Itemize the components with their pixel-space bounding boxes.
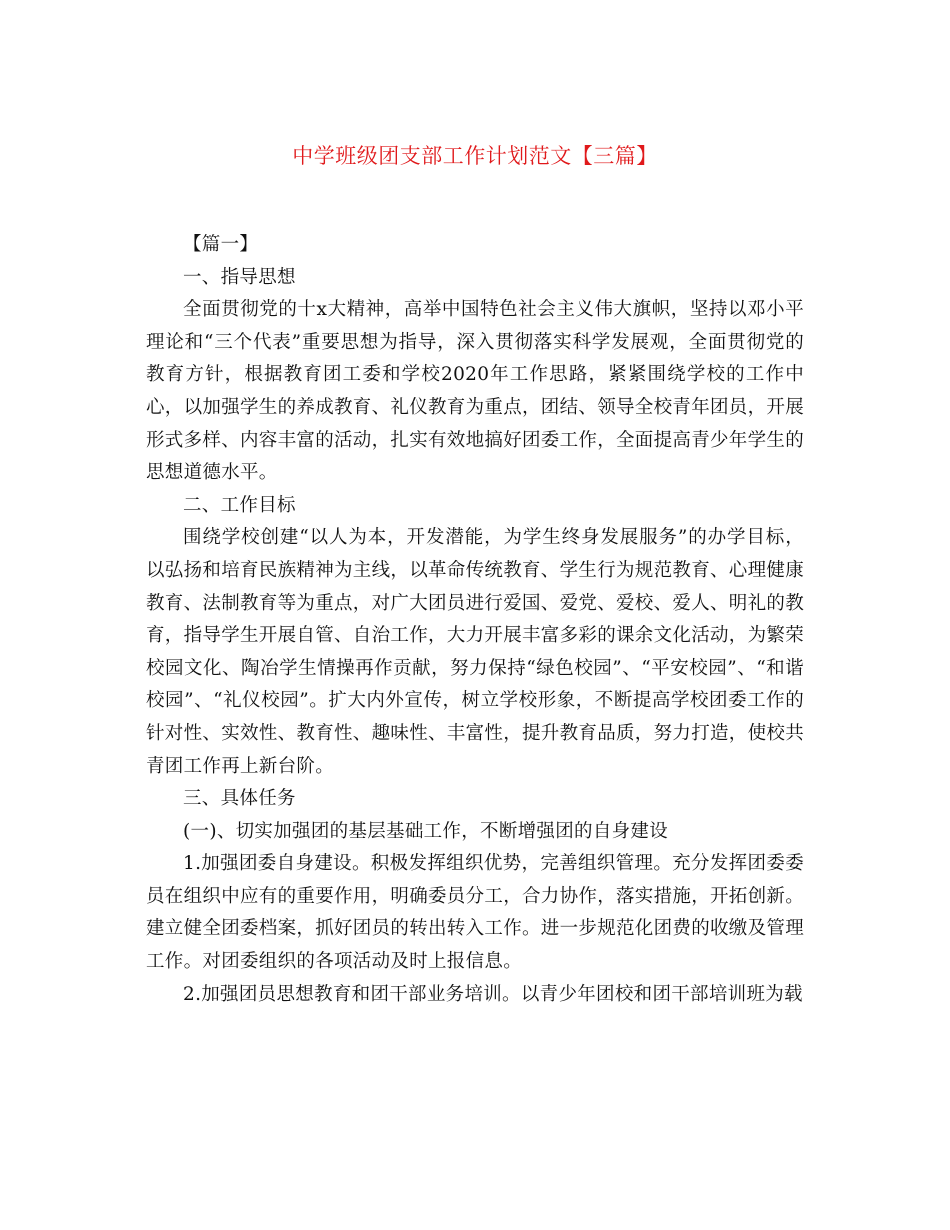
section-label: 【篇一】 <box>183 234 259 255</box>
heading-specific-tasks: 三、具体任务 <box>183 788 296 810</box>
paragraph-task-1-2: 2.加强团员思想教育和团干部业务培训。以青少年团校和团干部培训班为载 <box>183 983 803 1005</box>
paragraph-guiding-ideology: 全面贯彻党的十x大精神，高举中国特色社会主义伟大旗帜，坚持以邓小平理论和“三个代表”重要思想为指导，深入贯彻落实科学发展观，全面贯彻党的教育方针，根据教育团工委和学校2020年工作思路，紧紧围绕学校的工作中心，以加强学生的养成教育、礼仪教育为重点，团结、领导全校青年团员，开展形式多样、内容丰富的活动，扎实有效地搞好团委工作，全面提高青少年学生的思想道德水平。 <box>146 299 805 484</box>
paragraph-work-goals: 围绕学校创建“以人为本，开发潜能，为学生终身发展服务”的办学目标，以弘扬和培育民族精神为主线，以革命传统教育、学生行为规范教育、心理健康教育、法制教育等为重点，对广大团员进行爱国、爱党、爱校、爱人、明礼的教育，指导学生开展自管、自治工作，大力开展丰富多彩的课余文化活动，为繁荣校园文化、陶冶学生情操再作贡献，努力保持“绿色校园”、“平安校园”、“和谐校园”、“礼仪校园”。扩大内外宣传，树立学校形象，不断提高学校团委工作的针对性、实效性、教育性、趣味性、丰富性，提升教育品质，努力打造，使校共青团工作再上新台阶。 <box>146 527 805 777</box>
heading-guiding-ideology: 一、指导思想 <box>183 266 296 288</box>
document-title: 中学班级团支部工作计划范文【三篇】 <box>292 144 658 168</box>
paragraph-task-1-1: 1.加强团委自身建设。积极发挥组织优势，完善组织管理。充分发挥团委委员在组织中应有的重要作用，明确委员分工，合力协作，落实措施，开拓创新。建立健全团委档案，抓好团员的转出转入工作。进一步规范化团费的收缴及管理工作。对团委组织的各项活动及时上报信息。 <box>146 853 805 973</box>
document-body <box>146 229 804 1011</box>
heading-work-goals: 二、工作目标 <box>183 494 296 516</box>
subheading-task-1: (一)、切实加强团的基层基础工作，不断增强团的自身建设 <box>183 820 669 842</box>
